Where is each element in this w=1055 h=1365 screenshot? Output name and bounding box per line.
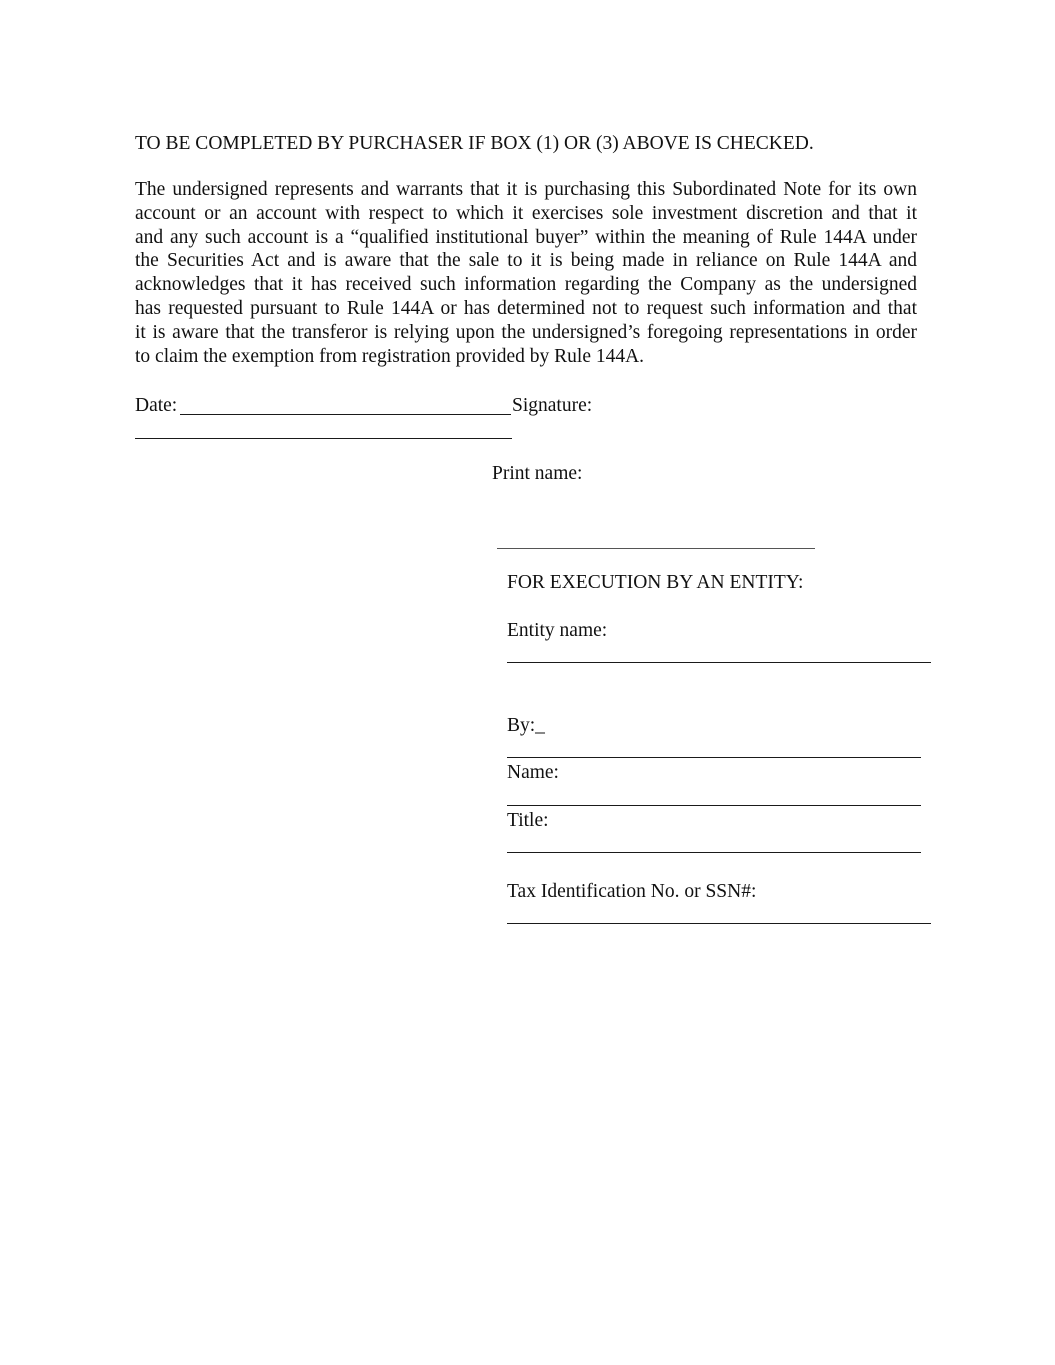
- purchaser-heading: TO BE COMPLETED BY PURCHASER IF BOX (1) OR (3) ABOVE IS CHECKED.: [135, 133, 814, 154]
- by-label: By:_: [507, 715, 545, 736]
- date-label: Date:: [135, 395, 178, 416]
- print-name-line[interactable]: [497, 548, 815, 549]
- entity-execution-header: FOR EXECUTION BY AN ENTITY:: [507, 572, 804, 593]
- signature-label: Signature:: [512, 395, 593, 416]
- signature-line[interactable]: [135, 438, 512, 439]
- title-line[interactable]: [507, 852, 921, 853]
- paragraph-line: the Securities Act and is aware that the sale to it is being made in reliance on Rule 144A and: [135, 250, 917, 272]
- by-line[interactable]: [507, 757, 921, 758]
- paragraph-line: to claim the exemption from registration provided by Rule 144A.: [135, 345, 645, 367]
- representation-paragraph: [135, 178, 917, 368]
- paragraph-line: acknowledges that it has received such information regarding the Company as the undersigned: [135, 274, 917, 296]
- paragraph-line: has requested pursuant to Rule 144A or has determined not to request such information and that: [135, 297, 917, 319]
- tax-id-line[interactable]: [507, 923, 931, 924]
- date-line[interactable]: [180, 414, 511, 415]
- paragraph-line: The undersigned represents and warrants that it is purchasing this Subordinated Note for its own: [135, 179, 917, 200]
- entity-name-label: Entity name:: [507, 620, 608, 641]
- name-label: Name:: [507, 762, 559, 783]
- print-name-label: Print name:: [492, 463, 583, 484]
- paragraph-line: and any such account is a “qualified institutional buyer” within the meaning of Rule 144A under: [135, 226, 917, 248]
- title-label: Title:: [507, 810, 549, 831]
- paragraph-line: it is aware that the transferor is relying upon the undersigned’s foregoing representations in order: [135, 321, 917, 343]
- tax-id-label: Tax Identification No. or SSN#:: [507, 881, 757, 902]
- paragraph-line: account or an account with respect to which it exercises sole investment discretion and that it: [135, 202, 917, 224]
- entity-name-line[interactable]: [507, 662, 931, 663]
- name-line[interactable]: [507, 805, 921, 806]
